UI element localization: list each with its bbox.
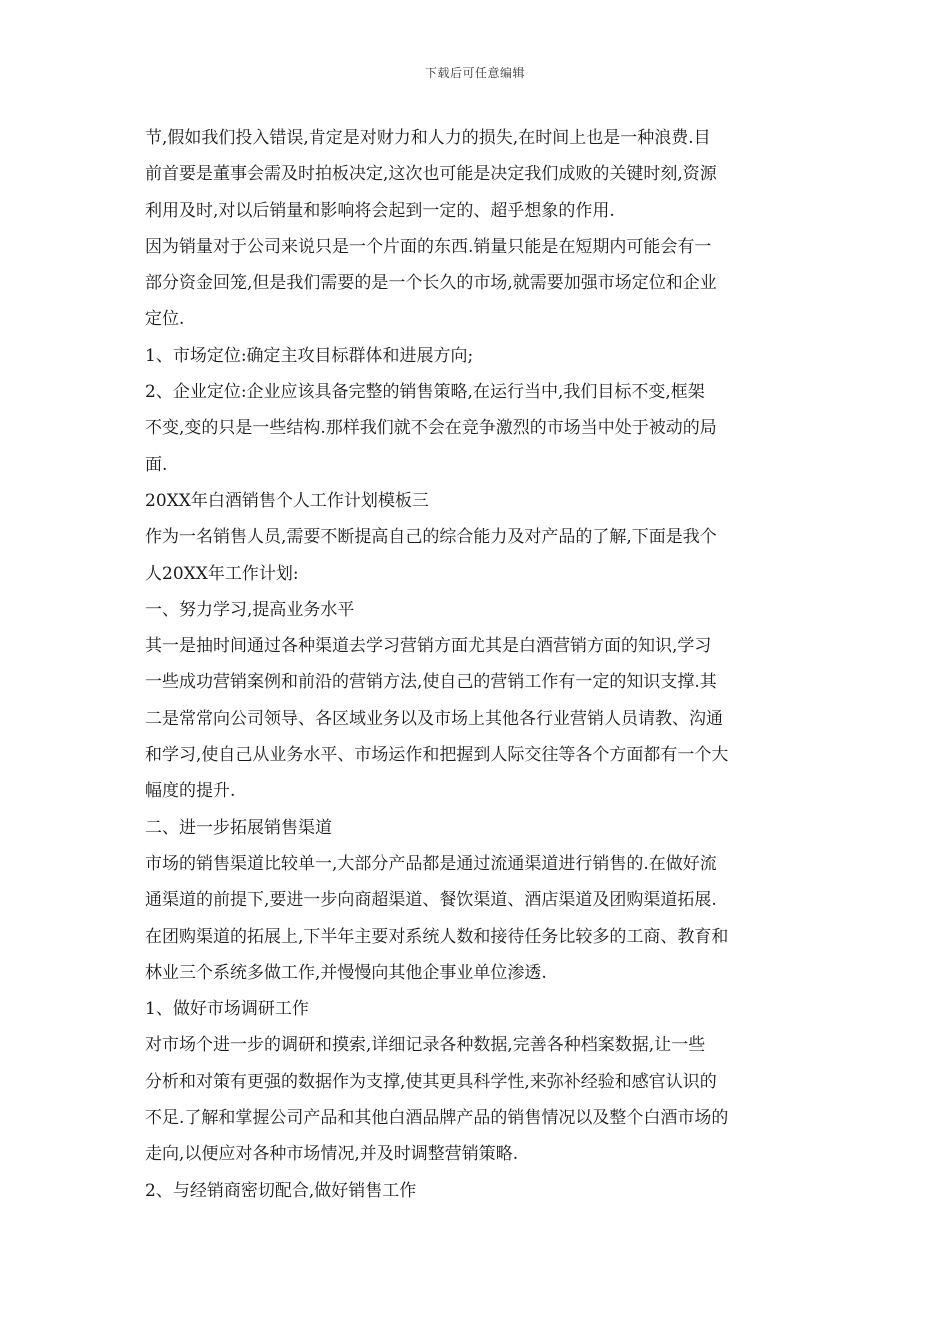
text-line: 定位.	[145, 309, 185, 330]
text-line: 因为销量对于公司来说只是一个片面的东西.销量只能是在短期内可能会有一	[145, 236, 712, 257]
text-line: 市场的销售渠道比较单一,大部分产品都是通过流通渠道进行销售的.在做好流	[145, 853, 717, 874]
text-line: 1、市场定位:确定主攻目标群体和进展方向;	[145, 345, 474, 366]
text-line: 面.	[145, 454, 168, 475]
text-line: 林业三个系统多做工作,并慢慢向其他企事业单位渗透.	[145, 962, 547, 983]
text-line: 分析和对策有更强的数据作为支撑,使其更具科学性,来弥补经验和感官认识的	[145, 1071, 717, 1092]
text-line: 一些成功营销案例和前沿的营销方法,使自己的营销工作有一定的知识支撑.其	[145, 672, 717, 693]
text-line: 节,假如我们投入错误,肯定是对财力和人力的损失,在时间上也是一种浪费.目	[145, 128, 711, 148]
text-line: 不变,变的只是一些结构.那样我们就不会在竞争激烈的市场当中处于被动的局	[145, 418, 717, 439]
section-heading: 一、努力学习,提高业务水平	[145, 599, 355, 620]
text-line: 人20XX年工作计划:	[145, 563, 299, 584]
section-heading: 20XX年白酒销售个人工作计划模板三	[145, 490, 429, 511]
text-line: 前首要是董事会需及时拍板决定,这次也可能是决定我们成败的关键时刻,资源	[145, 164, 717, 185]
text-line: 其一是抽时间通过各种渠道去学习营销方面尤其是白酒营销方面的知识,学习	[145, 636, 712, 657]
text-line: 走向,以便应对各种市场情况,并及时调整营销策略.	[145, 1144, 519, 1165]
text-line: 在团购渠道的拓展上,下半年主要对系统人数和接待任务比较多的工商、教育和	[145, 926, 729, 947]
section-heading: 2、与经销商密切配合,做好销售工作	[145, 1180, 417, 1201]
document-body	[145, 120, 810, 1209]
text-line: 不足.了解和掌握公司产品和其他白酒品牌产品的销售情况以及整个白酒市场的	[145, 1108, 729, 1129]
text-line: 利用及时,对以后销量和影响将会起到一定的、超乎想象的作用.	[145, 200, 615, 221]
text-line: 对市场个进一步的调研和摸索,详细记录各种数据,完善各种档案数据,让一些	[145, 1035, 706, 1056]
section-heading: 二、进一步拓展销售渠道	[145, 817, 332, 838]
text-line: 幅度的提升.	[145, 781, 236, 802]
text-line: 和学习,使自己从业务水平、市场运作和把握到人际交往等各个方面都有一个大	[145, 745, 729, 766]
text-line: 通渠道的前提下,要进一步向商超渠道、餐饮渠道、酒店渠道及团购渠道拓展.	[145, 890, 717, 911]
section-heading: 1、做好市场调研工作	[145, 999, 309, 1020]
text-line: 二是常常向公司领导、各区域业务以及市场上其他各行业营销人员请教、沟通	[145, 708, 723, 729]
text-line: 部分资金回笼,但是我们需要的是一个长久的市场,就需要加强市场定位和企业	[145, 273, 717, 294]
text-line: 2、企业定位:企业应该具备完整的销售策略,在运行当中,我们目标不变,框架	[145, 382, 705, 403]
page-header: 下载后可任意编辑	[424, 66, 525, 80]
text-line: 作为一名销售人员,需要不断提高自己的综合能力及对产品的了解,下面是我个	[145, 527, 717, 548]
